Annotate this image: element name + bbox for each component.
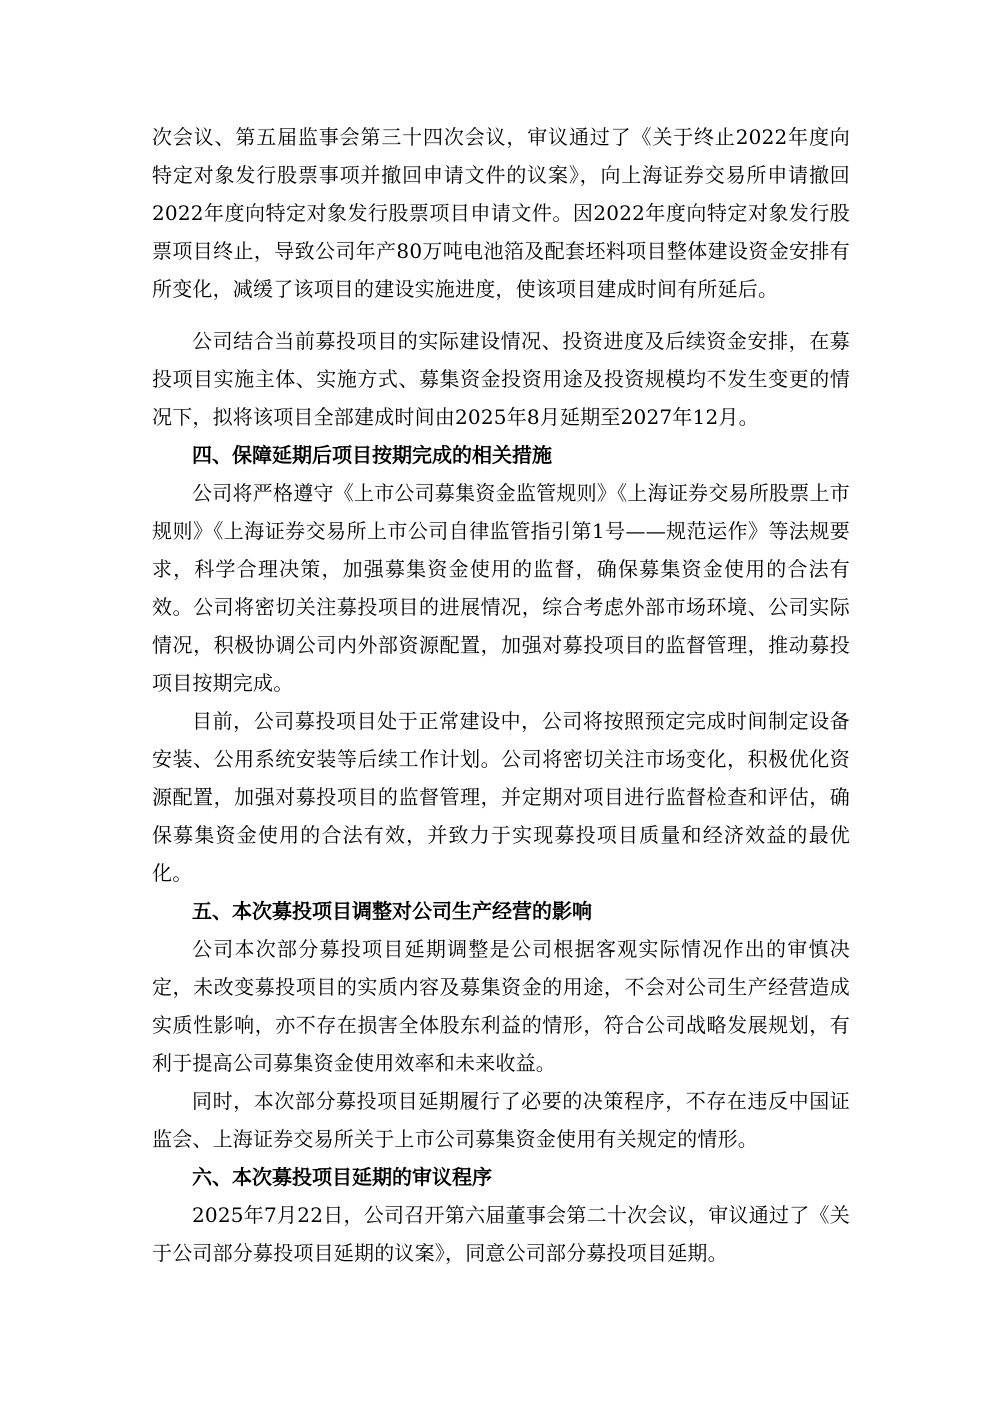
paragraph-continuation: 次会议、第五届监事会第三十四次会议，审议通过了《关于终止2022年度向特定对象发行股票事项并撤回申请文件的议案》，向上海证券交易所申请撤回2022年度向特定对象发行股票项目申请文件。因2022年度向特定对象发行股票项目终止，导致公司年产80万吨电池箔及配套坯料项目整体建设资金安排有所变化，减缓了该项目的建设实施进度，使该项目建成时间有所延后。: [152, 125, 850, 301]
paragraph-compliance: 同时，本次部分募投项目延期履行了必要的决策程序，不存在违反中国证监会、上海证券交易所关于上市公司募集资金使用有关规定的情形。: [152, 1089, 850, 1151]
section-heading-4: 四、保障延期后项目按期完成的相关措施: [192, 443, 552, 467]
section-heading-6: 六、本次募投项目延期的审议程序: [192, 1165, 492, 1189]
paragraph-schedule-extension: 公司结合当前募投项目的实际建设情况、投资进度及后续资金安排，在募投项目实施主体、实施方式、募集资金投资用途及投资规模均不发生变更的情况下，拟将该项目全部建成时间由2025年8月延期至2027年12月。: [152, 329, 850, 429]
paragraph-review-procedure: 2025年7月22日，公司召开第六届董事会第二十次会议，审议通过了《关于公司部分募投项目延期的议案》，同意公司部分募投项目延期。: [152, 1203, 850, 1265]
paragraph-measures: 公司将严格遵守《上市公司募集资金监管规则》《上海证券交易所股票上市规则》《上海证券交易所上市公司自律监管指引第1号——规范运作》等法规要求，科学合理决策，加强募集资金使用的监督，确保募集资金使用的合法有效。公司将密切关注募投项目的进展情况，综合考虑外部市场环境、公司实际情况，积极协调公司内外部资源配置，加强对募投项目的监督管理，推动募投项目按期完成。: [152, 481, 850, 695]
section-heading-5: 五、本次募投项目调整对公司生产经营的影响: [192, 899, 592, 923]
document-body: [152, 118, 850, 1272]
paragraph-impact: 公司本次部分募投项目延期调整是公司根据客观实际情况作出的审慎决定，未改变募投项目的实质内容及募集资金的用途，不会对公司生产经营造成实质性影响，亦不存在损害全体股东利益的情形，符合公司战略发展规划，有利于提高公司募集资金使用效率和未来收益。: [152, 937, 850, 1075]
paragraph-current-status: 目前，公司募投项目处于正常建设中，公司将按照预定完成时间制定设备安装、公用系统安装等后续工作计划。公司将密切关注市场变化，积极优化资源配置，加强对募投项目的监督管理，并定期对项目进行监督检查和评估，确保募集资金使用的合法有效，并致力于实现募投项目质量和经济效益的最优化。: [152, 709, 850, 885]
